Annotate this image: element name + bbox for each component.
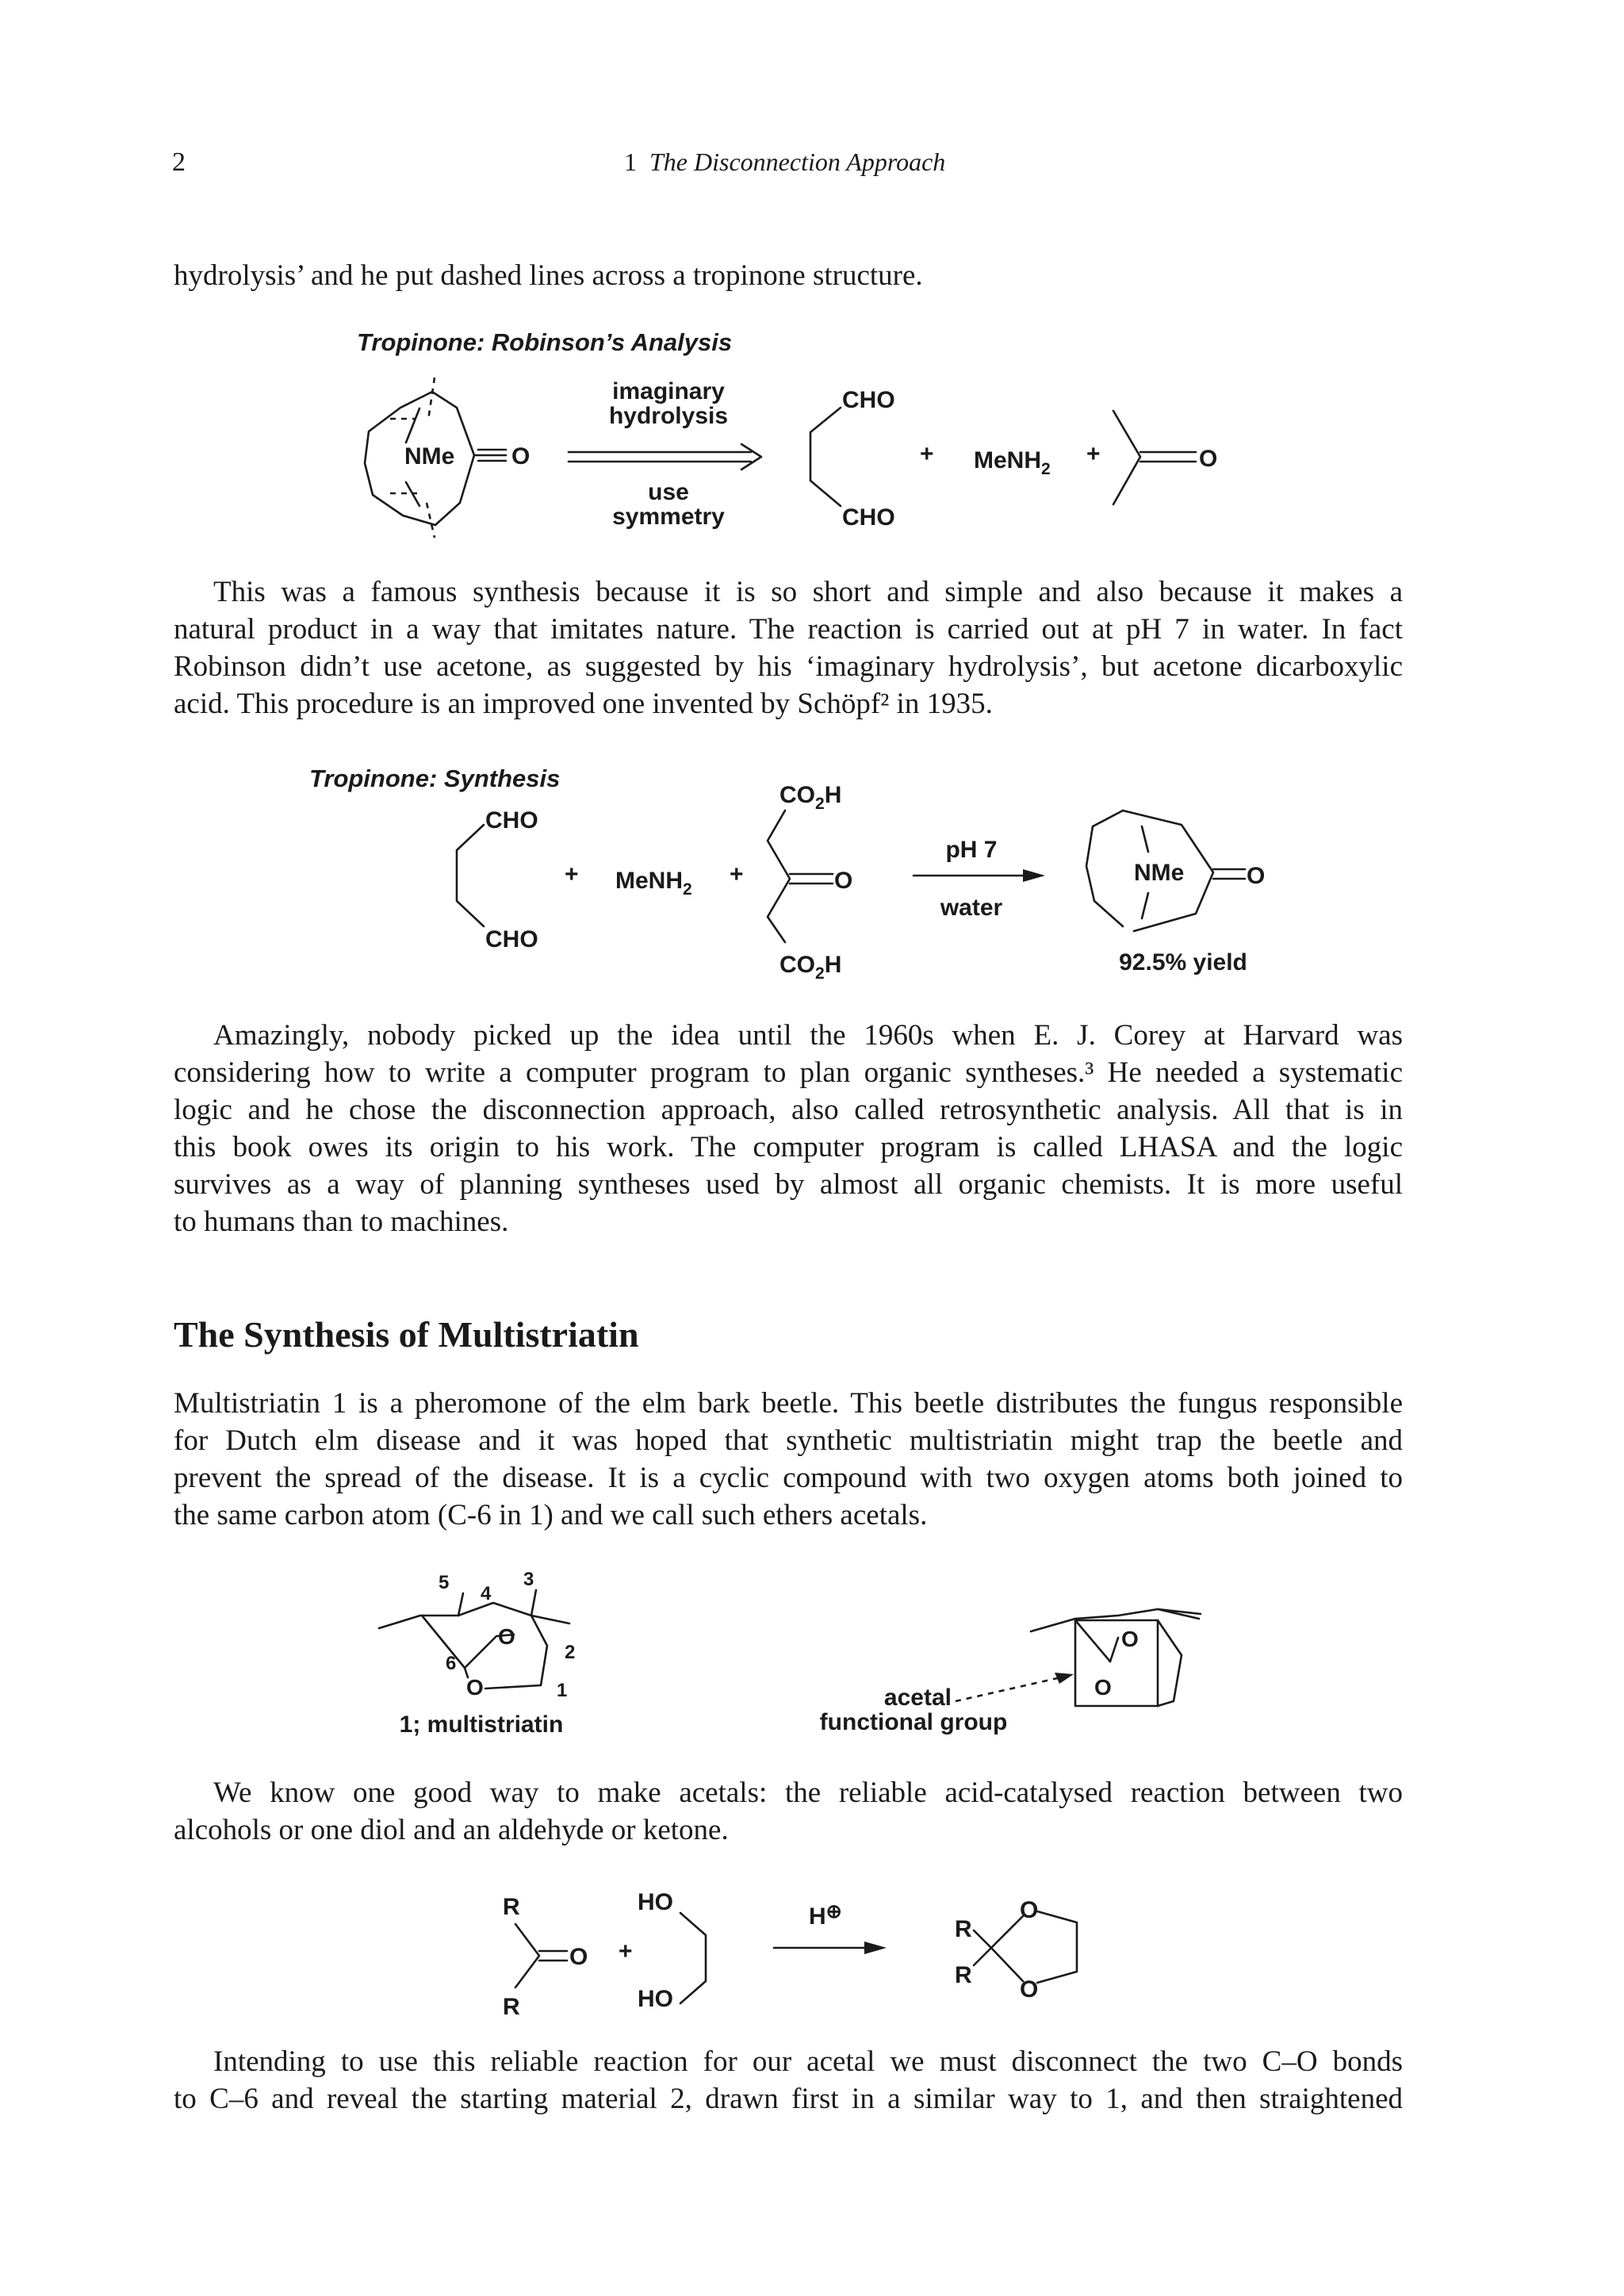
acetone-o: O — [1199, 446, 1218, 472]
glutaraldehyde-structure — [457, 807, 538, 953]
text-line: hydrolysis’ and he put dashed lines across a tropinone structure. — [174, 259, 923, 292]
r-top: R — [503, 1894, 520, 1920]
text-line: to humans than to machines. — [174, 1205, 509, 1238]
ketone-o: O — [569, 1944, 588, 1970]
ring-o-bottom: O — [466, 1675, 484, 1700]
glutaraldehyde-structure — [810, 387, 895, 531]
carbonyl-o: O — [1247, 863, 1266, 889]
cho-top: CHO — [842, 387, 895, 413]
catalyst-label: H⊕ — [809, 1901, 842, 1930]
nme-label: NMe — [404, 443, 455, 470]
ketone-structure — [503, 1894, 588, 2020]
ring-o-top: O — [1020, 1897, 1039, 1923]
text-line: for Dutch elm disease and it was hoped that synthetic multistriatin might trap the beetle and — [174, 1424, 1403, 1457]
text-line: acid. This procedure is an improved one invented by Schöpf² in 1935. — [174, 688, 993, 720]
text-line: Robinson didn’t use acetone, as suggested by his ‘imaginary hydrolysis’, but acetone dicarboxylic — [174, 650, 1403, 683]
text-line: considering how to write a computer program to plan organic syntheses.³ He needed a systematic — [174, 1056, 1403, 1089]
text-line: this book owes its origin to his work. The computer program is called LHASA and the logic — [174, 1131, 1403, 1163]
text-line: alcohols or one diol and an aldehyde or ketone. — [174, 1814, 729, 1846]
section-heading: The Synthesis of Multistriatin — [174, 1314, 639, 1355]
acetal-label-2: functional group — [819, 1709, 1008, 1735]
acetal-o-top: O — [1121, 1627, 1139, 1651]
paragraph-acetal-method — [174, 1774, 1403, 1849]
scheme-robinson-analysis — [0, 325, 1624, 555]
paragraph-corey — [174, 1017, 1403, 1240]
r-bottom-product: R — [955, 1962, 972, 1988]
text-line: to C–6 and reveal the starting material 2, drawn first in a similar way to 1, and then straightened — [174, 2083, 1403, 2115]
plus-1: + — [565, 861, 579, 887]
diol-structure — [638, 1889, 706, 2012]
acetal-functional-group-structure — [820, 1609, 1201, 1735]
page-number: 2 — [172, 148, 186, 177]
paragraph-robinson — [174, 573, 1403, 723]
scheme-acetal-formation — [0, 1880, 1624, 2022]
text-line: survives as a way of planning syntheses used by almost all organic chemists. It is more useful — [174, 1168, 1403, 1201]
text-line: natural product in a way that imitates nature. The reaction is carried out at pH 7 in water. In fact — [174, 613, 1403, 646]
acetone-structure — [1113, 411, 1217, 504]
text-line: logic and he chose the disconnection approach, also called retrosynthetic analysis. All that is in — [174, 1094, 1403, 1126]
label-4: 4 — [481, 1583, 492, 1604]
text-line: Multistriatin 1 is a pheromone of the elm bark beetle. This beetle distributes the fungus responsible — [174, 1387, 1403, 1420]
running-title — [624, 148, 945, 177]
label-6: 6 — [446, 1653, 457, 1674]
paragraph-multistriatin — [174, 1385, 1403, 1534]
cho-bottom: CHO — [485, 926, 538, 953]
cho-bottom: CHO — [842, 504, 895, 531]
plus-2: + — [1086, 441, 1101, 467]
acetone-dicarboxylic-acid — [768, 782, 852, 983]
scheme1-title: Tropinone: Robinson’s Analysis — [357, 328, 733, 356]
acetal-o-bottom: O — [1094, 1675, 1112, 1700]
plus-2: + — [730, 861, 744, 887]
ring-o-top: O — [498, 1624, 515, 1649]
methylamine: MeNH$_2$ — [615, 868, 692, 899]
running-title-number: 1 — [624, 148, 637, 176]
yield-label: 92.5% yield — [1119, 949, 1247, 976]
scheme-tropinone-synthesis — [0, 753, 1624, 991]
label-2: 2 — [565, 1642, 576, 1663]
carbonyl-o: O — [834, 868, 853, 894]
running-title-text: The Disconnection Approach — [649, 148, 946, 176]
text-line: Amazingly, nobody picked up the idea until the 1960s when E. J. Corey at Harvard was — [213, 1019, 1403, 1052]
arrow-label-imaginary: imaginary — [612, 378, 725, 404]
cho-top: CHO — [485, 807, 538, 834]
scheme-multistriatin — [0, 1558, 1624, 1749]
multistriatin-structure — [379, 1569, 575, 1738]
paragraph-intro — [174, 257, 1403, 294]
multistriatin-caption: 1; multistriatin — [399, 1711, 564, 1738]
text-line: This was a famous synthesis because it is so short and simple and also because it makes a — [213, 576, 1403, 608]
dioxolane-structure — [955, 1897, 1077, 2003]
arrow-label-ph: pH 7 — [945, 837, 998, 863]
label-1: 1 — [557, 1680, 568, 1701]
ho-bottom: HO — [638, 1986, 673, 2012]
tropinone-structure — [1086, 811, 1265, 931]
text-line: We know one good way to make acetals: the reliable acid-catalysed reaction between two — [213, 1777, 1403, 1809]
arrow-label-water: water — [940, 895, 1003, 921]
tropinone-structure — [365, 378, 530, 538]
label-5: 5 — [439, 1572, 450, 1593]
carbonyl-o: O — [511, 443, 530, 470]
arrow-label-use: use — [648, 479, 689, 505]
text-line: Intending to use this reliable reaction for our acetal we must disconnect the two C–O bonds — [213, 2045, 1403, 2078]
co2h-bottom: $CO_2H$ — [779, 952, 842, 983]
paragraph-disconnection — [174, 2043, 1403, 2118]
arrow-label-hydrolysis: hydrolysis — [608, 403, 729, 429]
co2h-top: $CO_2H$ — [779, 782, 842, 813]
nme-label: NMe — [1134, 860, 1185, 886]
acetal-label-1: acetal — [883, 1685, 952, 1711]
label-3: 3 — [523, 1569, 534, 1590]
plus: + — [619, 1938, 633, 1964]
text-line: the same carbon atom (C-6 in 1) and we call such ethers acetals. — [174, 1499, 928, 1531]
scheme2-title: Tropinone: Synthesis — [309, 765, 561, 792]
methylamine: MeNH$_2$ — [974, 447, 1051, 478]
arrow-label-symmetry: symmetry — [612, 504, 725, 530]
r-bottom: R — [503, 1994, 520, 2020]
r-top-product: R — [955, 1916, 972, 1942]
plus-1: + — [920, 441, 934, 467]
text-line: prevent the spread of the disease. It is a cyclic compound with two oxygen atoms both joined to — [174, 1462, 1403, 1494]
ring-o-bottom: O — [1020, 1976, 1039, 2003]
ho-top: HO — [638, 1889, 673, 1915]
